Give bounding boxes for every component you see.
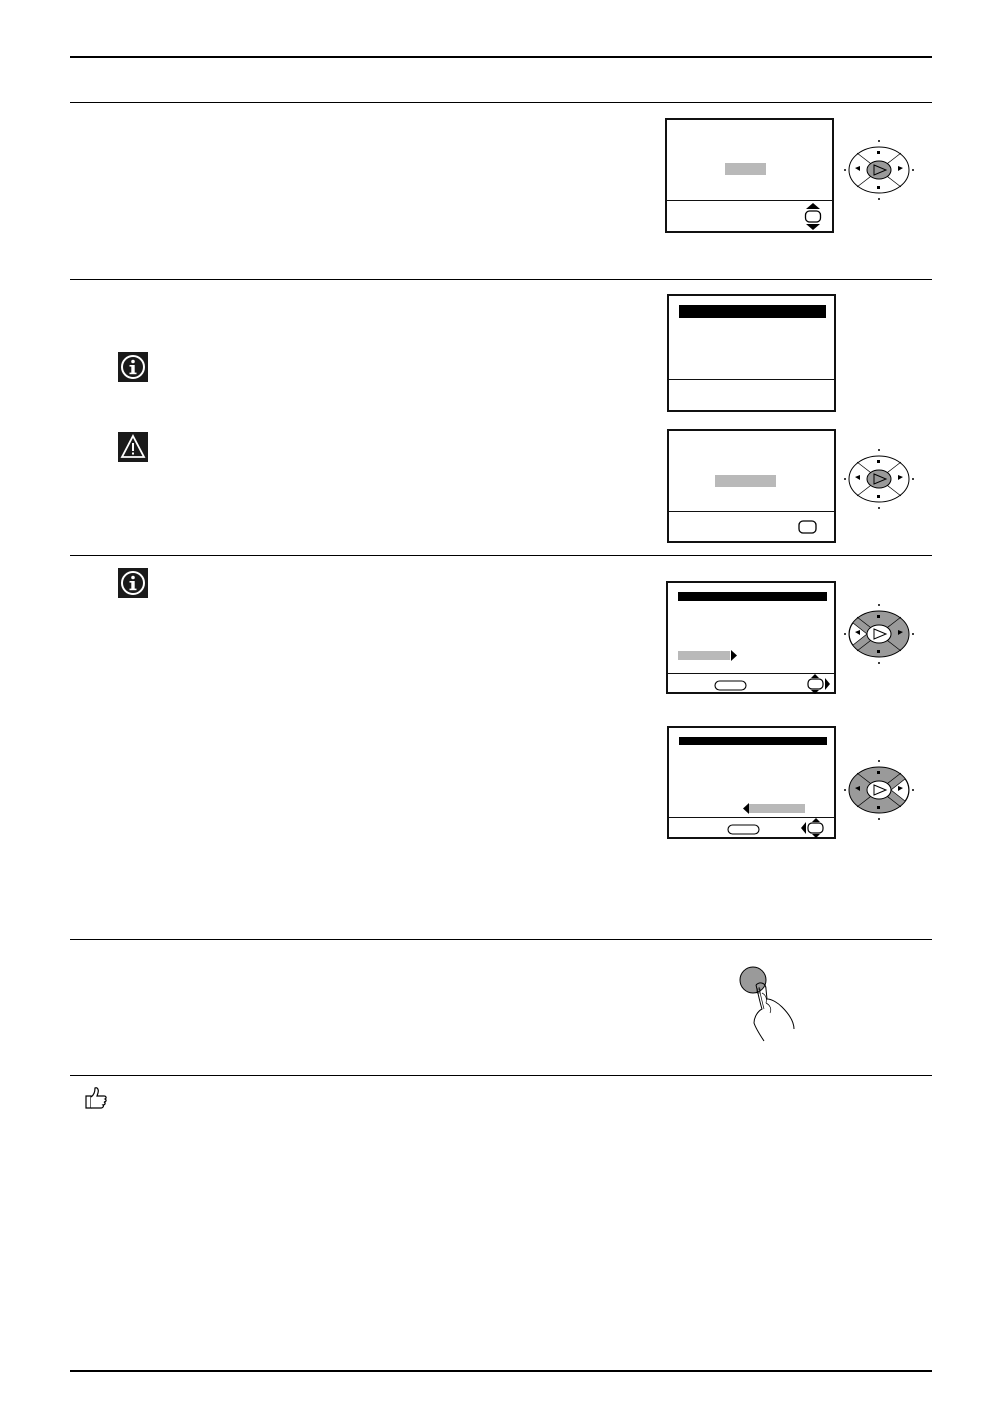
section-divider-4 bbox=[70, 939, 932, 940]
menu-title-bar bbox=[678, 592, 827, 601]
menu-title-bar bbox=[679, 737, 827, 745]
up-down-button-icon bbox=[803, 202, 823, 232]
remote-joystick-icon bbox=[843, 757, 915, 823]
section-divider-5 bbox=[70, 1075, 932, 1076]
remote-joystick-icon bbox=[843, 446, 915, 512]
warning-icon bbox=[118, 432, 148, 462]
highlight-item bbox=[749, 804, 805, 813]
header-rule bbox=[70, 56, 932, 58]
footer-rule bbox=[70, 1370, 932, 1372]
screen-footer-divider bbox=[667, 200, 832, 201]
tv-screen-1 bbox=[665, 118, 834, 233]
tv-screen-5 bbox=[667, 726, 836, 839]
tv-screen-3 bbox=[667, 429, 836, 543]
remote-joystick-icon bbox=[843, 137, 915, 203]
highlight-item bbox=[725, 163, 766, 175]
hand-press-icon bbox=[736, 963, 802, 1043]
right-arrow-icon bbox=[731, 650, 737, 661]
screen-footer-divider bbox=[669, 379, 834, 380]
tv-screen-4 bbox=[666, 581, 836, 694]
screen-footer-divider bbox=[669, 511, 834, 512]
info-icon bbox=[118, 568, 148, 598]
highlight-item bbox=[715, 475, 776, 487]
ok-button-icon bbox=[797, 519, 819, 535]
highlight-item bbox=[678, 651, 730, 660]
menu-button-icon bbox=[727, 824, 761, 836]
remote-joystick-icon bbox=[843, 601, 915, 667]
section-divider-2 bbox=[70, 279, 932, 280]
joystick-left-icon bbox=[800, 818, 826, 838]
menu-button-icon bbox=[714, 680, 748, 692]
thumbs-up-icon bbox=[83, 1085, 109, 1111]
tv-screen-2 bbox=[667, 294, 836, 412]
menu-title-bar bbox=[679, 305, 826, 318]
joystick-right-icon bbox=[805, 674, 831, 694]
info-icon bbox=[118, 352, 148, 382]
section-divider-1 bbox=[70, 102, 932, 103]
section-divider-3 bbox=[70, 555, 932, 556]
